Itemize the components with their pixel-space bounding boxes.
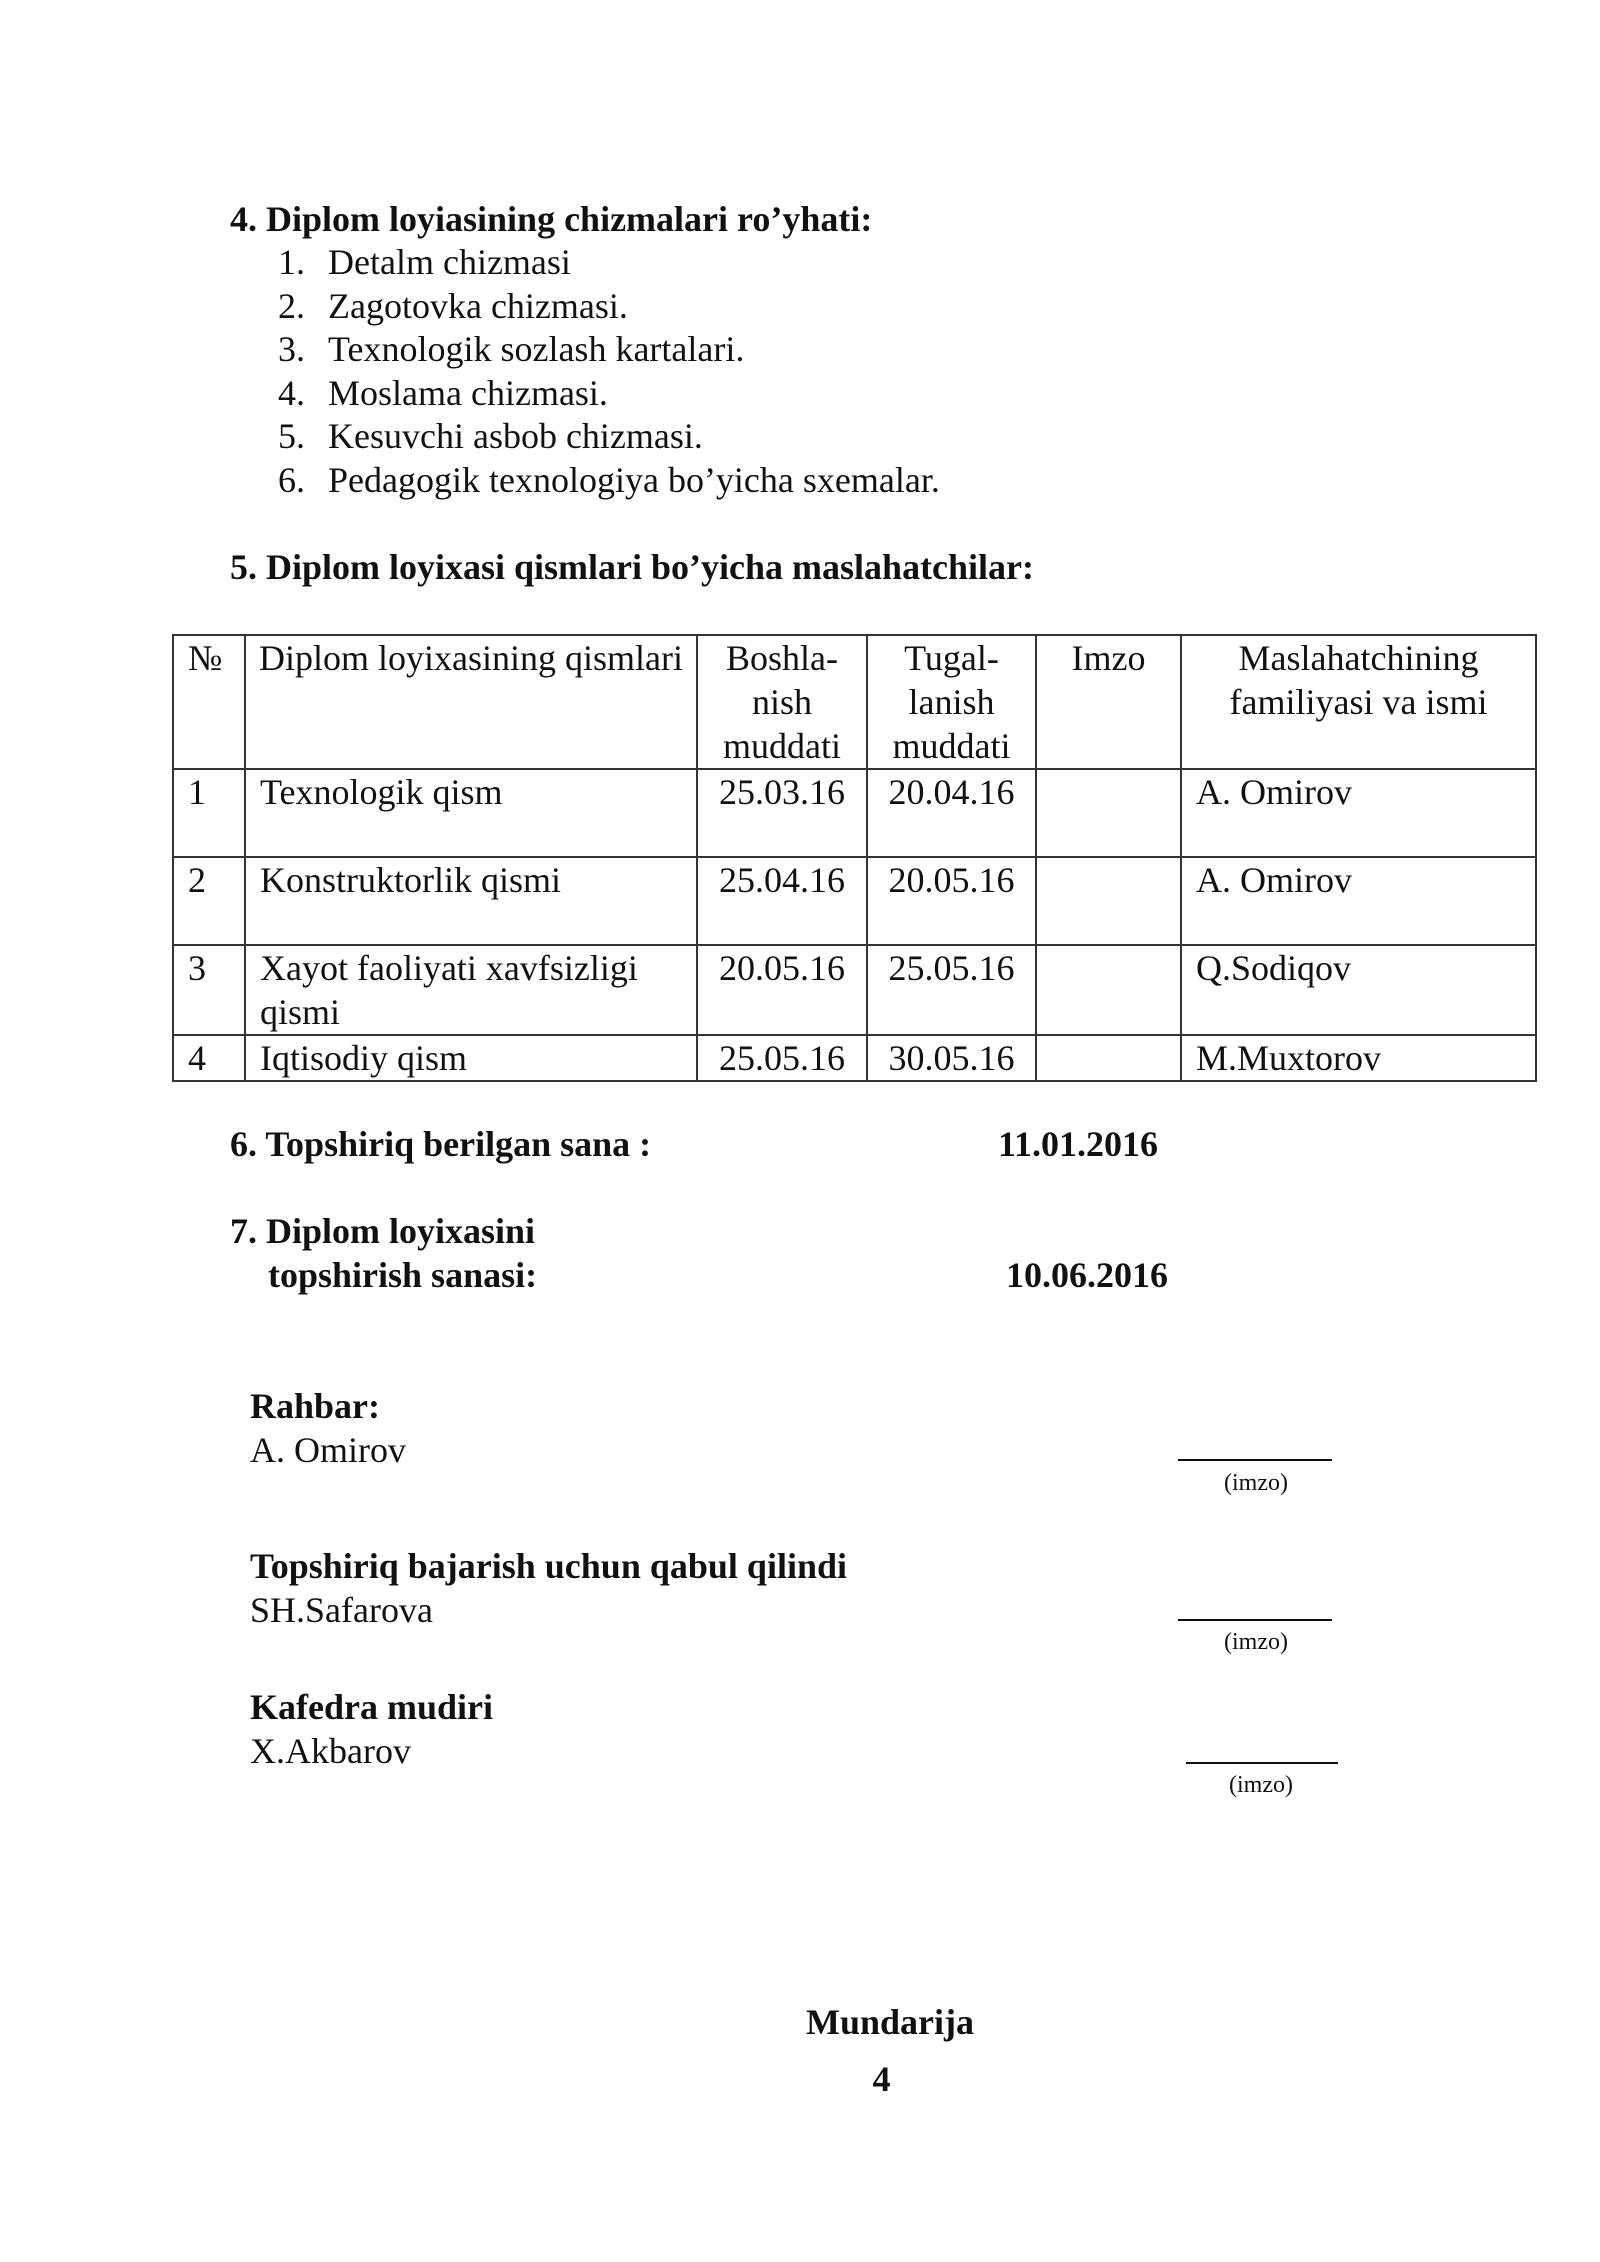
cell-signature [1036, 857, 1181, 945]
cell-start-date: 25.04.16 [697, 857, 867, 945]
list-item-number: 4. [278, 372, 305, 413]
assignment-date-label: 6. Topshiriq berilgan sana : [230, 1124, 652, 1164]
table-row [173, 945, 1536, 1035]
cell-signature [1036, 1035, 1181, 1081]
cell-consultant: A. Omirov [1181, 769, 1536, 857]
contents-title: Mundarija [805, 2002, 974, 2042]
cell-end-date: 20.04.16 [867, 769, 1036, 857]
cell-number: 3 [173, 945, 245, 1035]
list-item-number: 2. [278, 285, 305, 326]
signature-caption: (imzo) [1224, 1470, 1288, 1496]
list-item-text: Kesuvchi asbob chizmasi. [328, 416, 703, 456]
cell-start-date: 25.05.16 [697, 1035, 867, 1081]
cell-consultant: Q.Sodiqov [1181, 945, 1536, 1035]
submission-date-value: 10.06.2016 [1006, 1255, 1168, 1295]
list-item [278, 459, 940, 503]
list-item-number: 5. [278, 416, 305, 456]
signature-line [1178, 1619, 1332, 1621]
drawings-heading: 4. Diplom loyiasining chizmalari ro’yhati: [230, 199, 873, 239]
column-header-start: Boshla-nish muddati [697, 635, 867, 769]
assignment-date-value: 11.01.2016 [998, 1124, 1159, 1164]
cell-number: 4 [173, 1035, 245, 1081]
drawings-list [278, 241, 940, 502]
list-item-text: Texnologik sozlash kartalari. [328, 329, 745, 369]
list-item-text: Pedagogik texnologiya bo’yicha sxemalar. [328, 459, 940, 500]
cell-part: Iqtisodiy qism [245, 1035, 697, 1081]
cell-part: Konstruktorlik qismi [245, 857, 697, 945]
cell-consultant: A. Omirov [1181, 857, 1536, 945]
cell-signature [1036, 945, 1181, 1035]
column-header-part: Diplom loyixasining qismlari [245, 635, 697, 769]
supervisor-title: Rahbar: [250, 1386, 381, 1426]
accepted-by-name: SH.Safarova [250, 1590, 433, 1630]
supervisor-name: A. Omirov [250, 1430, 406, 1470]
list-item-number: 6. [278, 459, 305, 500]
list-item [278, 241, 940, 285]
signature-line [1186, 1762, 1338, 1764]
list-item-text: Moslama chizmasi. [328, 372, 608, 413]
cell-end-date: 20.05.16 [867, 857, 1036, 945]
list-item-number: 1. [278, 242, 305, 282]
list-item [278, 285, 940, 329]
table-row [173, 857, 1536, 945]
cell-start-date: 20.05.16 [697, 945, 867, 1035]
cell-part: Xayot faoliyati xavfsizligi qismi [245, 945, 697, 1035]
column-header-number: № [173, 635, 245, 769]
cell-consultant: M.Muxtorov [1181, 1035, 1536, 1081]
signature-line [1178, 1459, 1332, 1461]
department-head-title: Kafedra mudiri [250, 1687, 493, 1727]
consultants-table [172, 634, 1537, 1082]
list-item [278, 372, 940, 416]
list-item-text: Detalm chizmasi [328, 242, 571, 282]
column-header-signature: Imzo [1036, 635, 1181, 769]
cell-part: Texnologik qism [245, 769, 697, 857]
page-number: 4 [872, 2059, 891, 2099]
cell-start-date: 25.03.16 [697, 769, 867, 857]
table-row [173, 769, 1536, 857]
signature-caption: (imzo) [1229, 1772, 1293, 1798]
list-item [278, 328, 940, 372]
consultants-heading: 5. Diplom loyixasi qismlari bo’yicha maslahatchilar: [230, 547, 1035, 587]
accepted-by-title: Topshiriq bajarish uchun qabul qilindi [250, 1546, 847, 1586]
list-item-number: 3. [278, 329, 305, 369]
cell-number: 1 [173, 769, 245, 857]
list-item [278, 415, 940, 459]
cell-end-date: 25.05.16 [867, 945, 1036, 1035]
cell-number: 2 [173, 857, 245, 945]
cell-signature [1036, 769, 1181, 857]
department-head-name: X.Akbarov [250, 1731, 411, 1771]
cell-end-date: 30.05.16 [867, 1035, 1036, 1081]
submission-date-label-continued: topshirish sanasi: [268, 1255, 538, 1295]
column-header-consultant: Maslahatchining familiyasi va ismi [1181, 635, 1536, 769]
table-row [173, 1035, 1536, 1081]
table-header-row [173, 635, 1536, 769]
column-header-end: Tugal-lanish muddati [867, 635, 1036, 769]
list-item-text: Zagotovka chizmasi. [328, 285, 628, 326]
signature-caption: (imzo) [1224, 1629, 1288, 1655]
submission-date-label: 7. Diplom loyixasini [230, 1211, 536, 1251]
